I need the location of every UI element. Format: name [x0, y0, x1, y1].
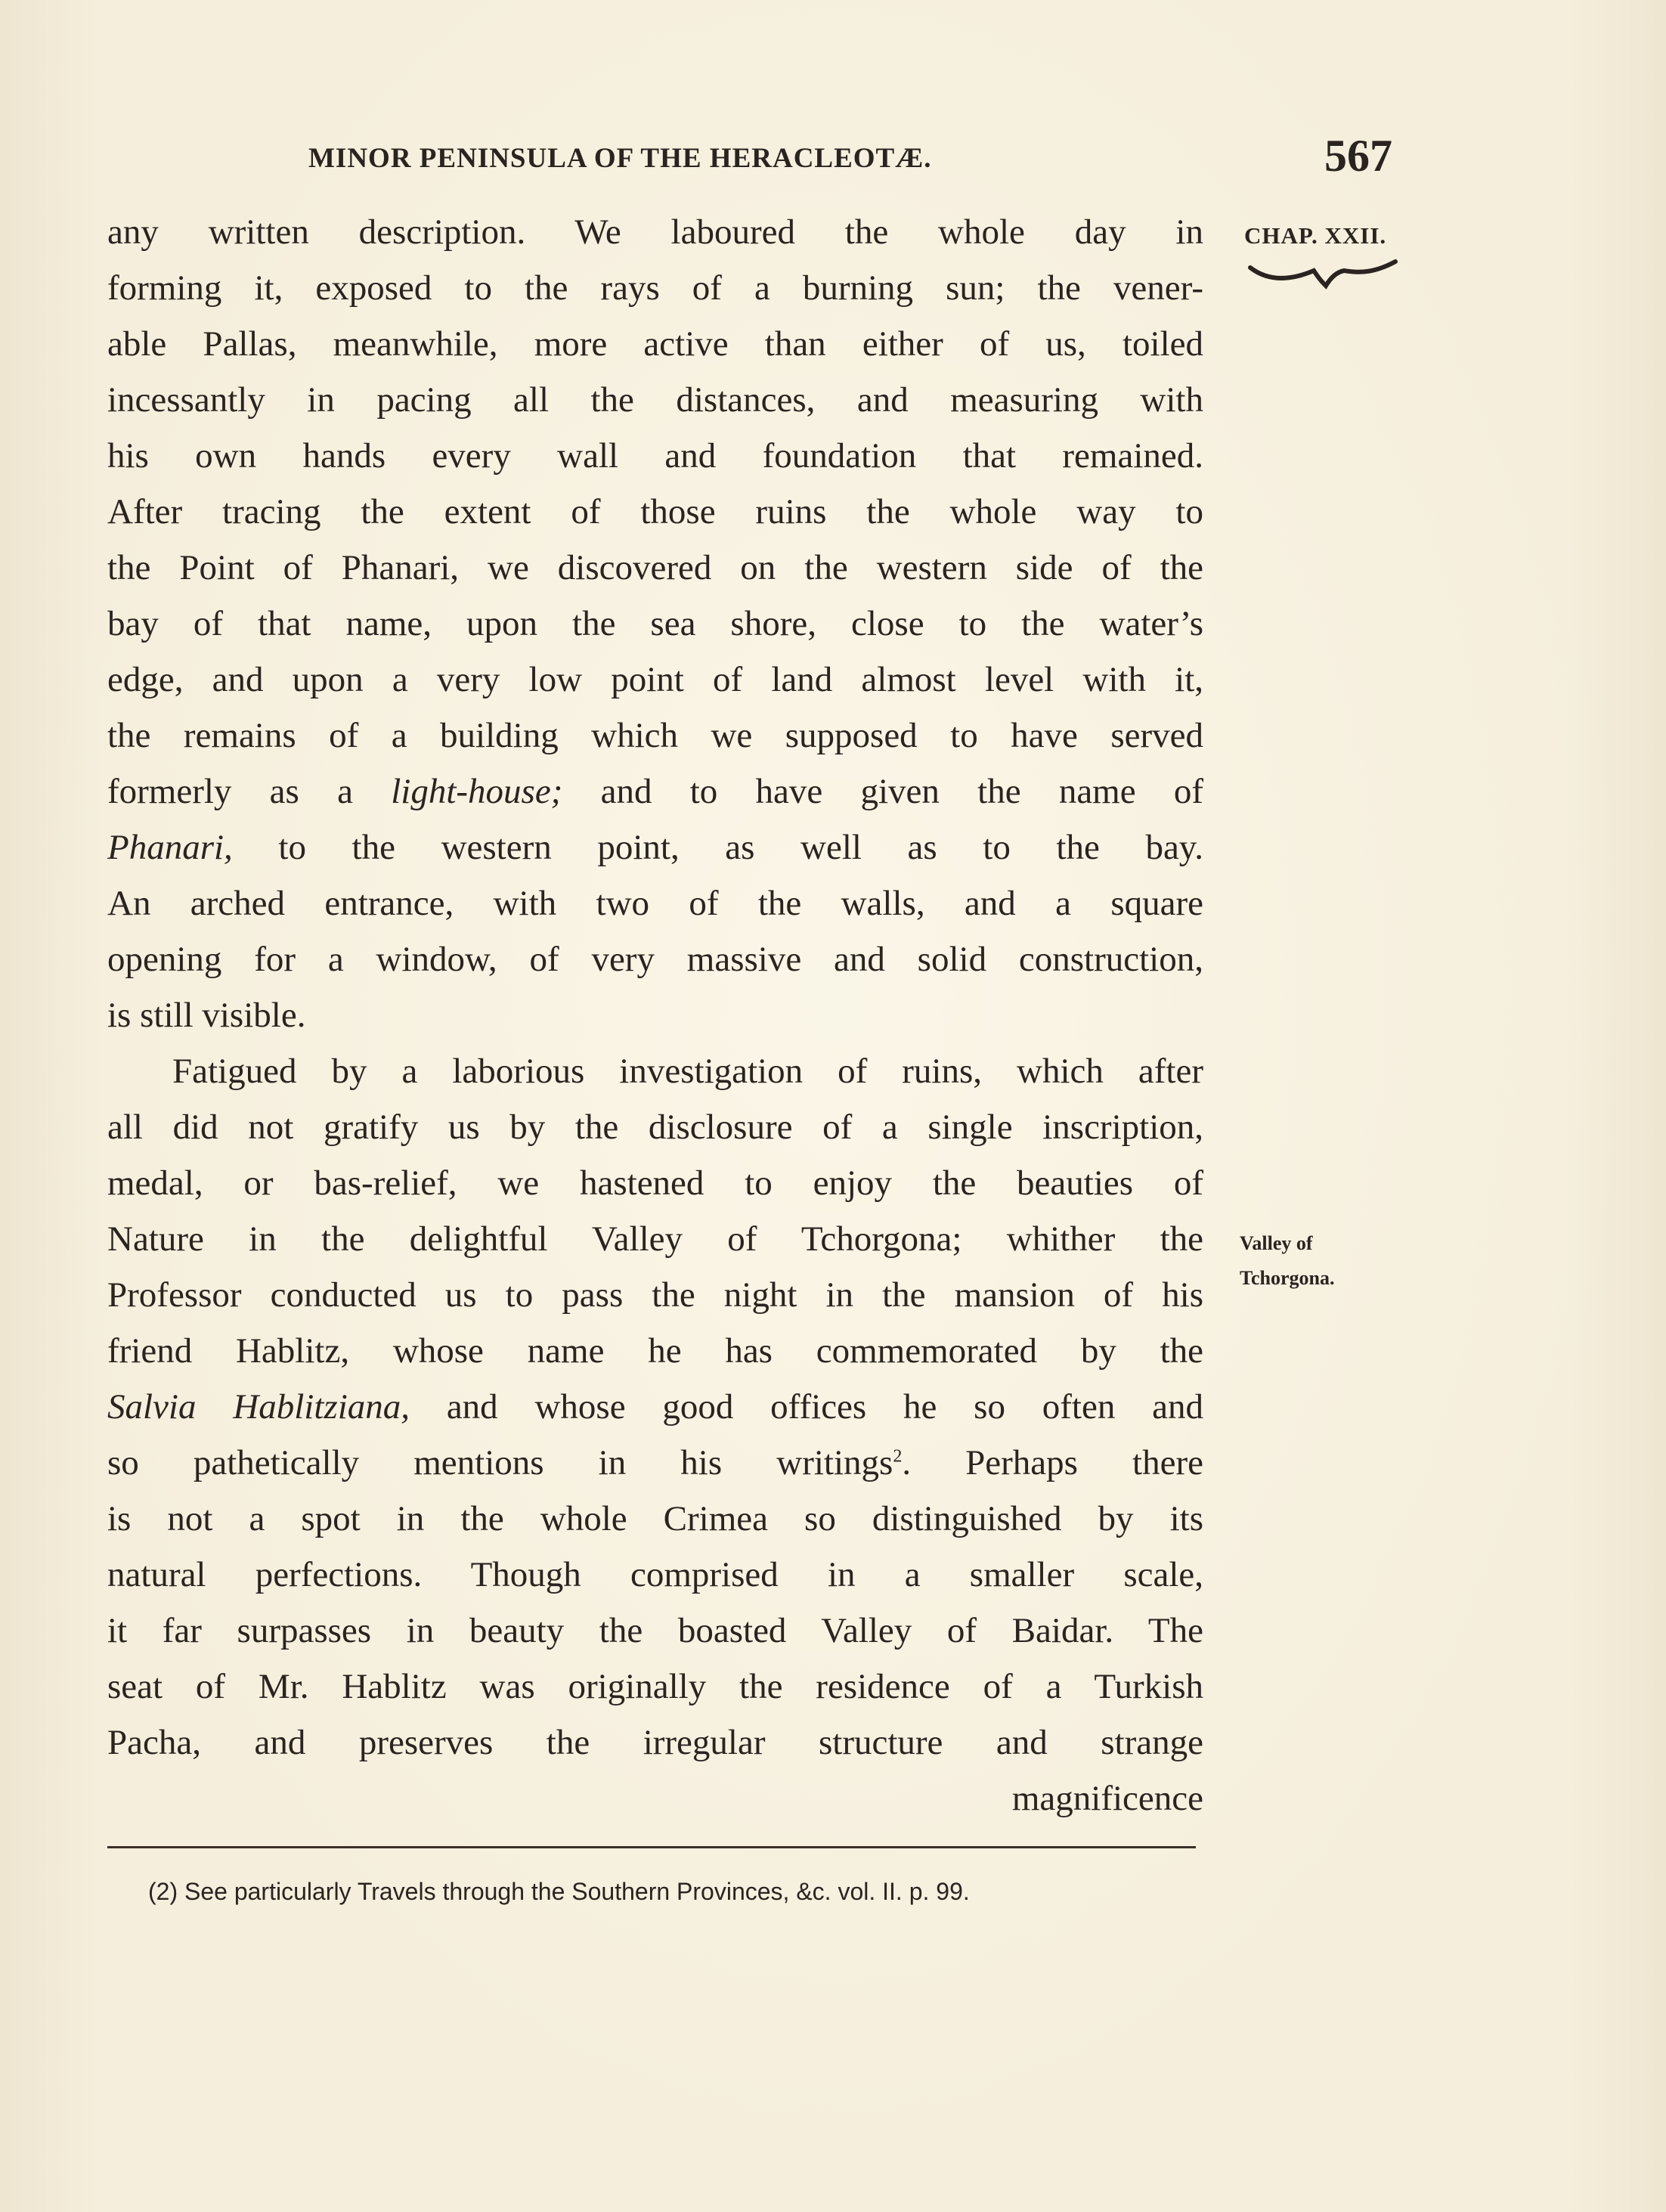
text-line: it far surpasses in beauty the boasted Valley of Baidar. The	[107, 1611, 1203, 1650]
text-line: is not a spot in the whole Crimea so distinguished by its	[107, 1499, 1203, 1538]
text-line	[107, 1379, 1203, 1435]
text-line: Professor conducted us to pass the night in the mansion of his	[107, 1275, 1203, 1315]
text-line: bay of that name, upon the sea shore, close to the water’s	[107, 604, 1203, 643]
page-number: 567	[1324, 131, 1392, 181]
text-line: edge, and upon a very low point of land almost level with it,	[107, 660, 1203, 699]
text-line	[107, 819, 1203, 875]
text-line: seat of Mr. Hablitz was originally the residence of a Turkish	[107, 1667, 1203, 1706]
text-line: all did not gratify us by the disclosure of a single inscription,	[107, 1108, 1203, 1147]
text-line	[107, 764, 1203, 819]
text-run: and whose good offices he so often and	[446, 1387, 1203, 1427]
text-run: formerly as a	[107, 772, 353, 811]
body-text	[107, 204, 1203, 1826]
text-line: Pacha, and preserves the irregular structure and strange	[107, 1723, 1203, 1762]
text-line: friend Hablitz, whose name he has commemorated by the	[107, 1331, 1203, 1371]
text-line: medal, or bas-relief, we hastened to enjoy the beauties of	[107, 1163, 1203, 1203]
margin-note-line: Valley of	[1240, 1232, 1313, 1254]
text-line: is still visible.	[107, 996, 306, 1035]
text-line: his own hands every wall and foundation that remained.	[107, 436, 1203, 476]
text-line: Nature in the delightful Valley of Tchorgona; whither the	[107, 1219, 1203, 1259]
text-line: able Pallas, meanwhile, more active than either of us, toiled	[107, 324, 1203, 364]
text-line: Fatigued by a laborious investigation of ruins, which after	[172, 1052, 1203, 1091]
text-line: forming it, exposed to the rays of a burning sun; the vener-	[107, 268, 1203, 308]
italic-term: Salvia Hablitziana,	[107, 1387, 410, 1427]
text-line: incessantly in pacing all the distances, and measuring with	[107, 380, 1203, 420]
catchword: magnificence	[1011, 1779, 1203, 1818]
text-line	[107, 1435, 1203, 1491]
ornament-flourish	[1247, 257, 1398, 290]
text-run: and to have given the name of	[600, 772, 1203, 811]
chapter-marker: CHAP. XXII.	[1244, 222, 1387, 249]
margin-note-valley	[1240, 1226, 1334, 1296]
text-run: so pathetically mentions in his writings	[107, 1443, 893, 1482]
text-line: opening for a window, of very massive and solid construction,	[107, 940, 1203, 979]
italic-term: Phanari,	[107, 828, 233, 867]
footnote-ref: 2	[893, 1446, 903, 1467]
text-line: the Point of Phanari, we discovered on the western side of the	[107, 548, 1203, 587]
text-run: . Perhaps there	[902, 1443, 1203, 1482]
text-line: An arched entrance, with two of the walls, and a square	[107, 884, 1203, 923]
footnote-rule	[107, 1846, 1196, 1848]
text-line: the remains of a building which we supposed to have served	[107, 716, 1203, 755]
text-run: to the western point, as well as to the bay.	[278, 828, 1204, 867]
text-line: After tracing the extent of those ruins the whole way to	[107, 492, 1203, 531]
italic-term: light-house;	[391, 772, 563, 811]
text-line: any written description. We laboured the whole day in	[107, 212, 1203, 252]
running-head: MINOR PENINSULA OF THE HERACLEOTÆ.	[308, 143, 932, 174]
footnote: (2) See particularly Travels through the Southern Provinces, &c. vol. II. p. 99.	[148, 1878, 970, 1905]
margin-note-line: Tchorgona.	[1240, 1267, 1335, 1289]
text-line: natural perfections. Though comprised in a smaller scale,	[107, 1555, 1203, 1594]
